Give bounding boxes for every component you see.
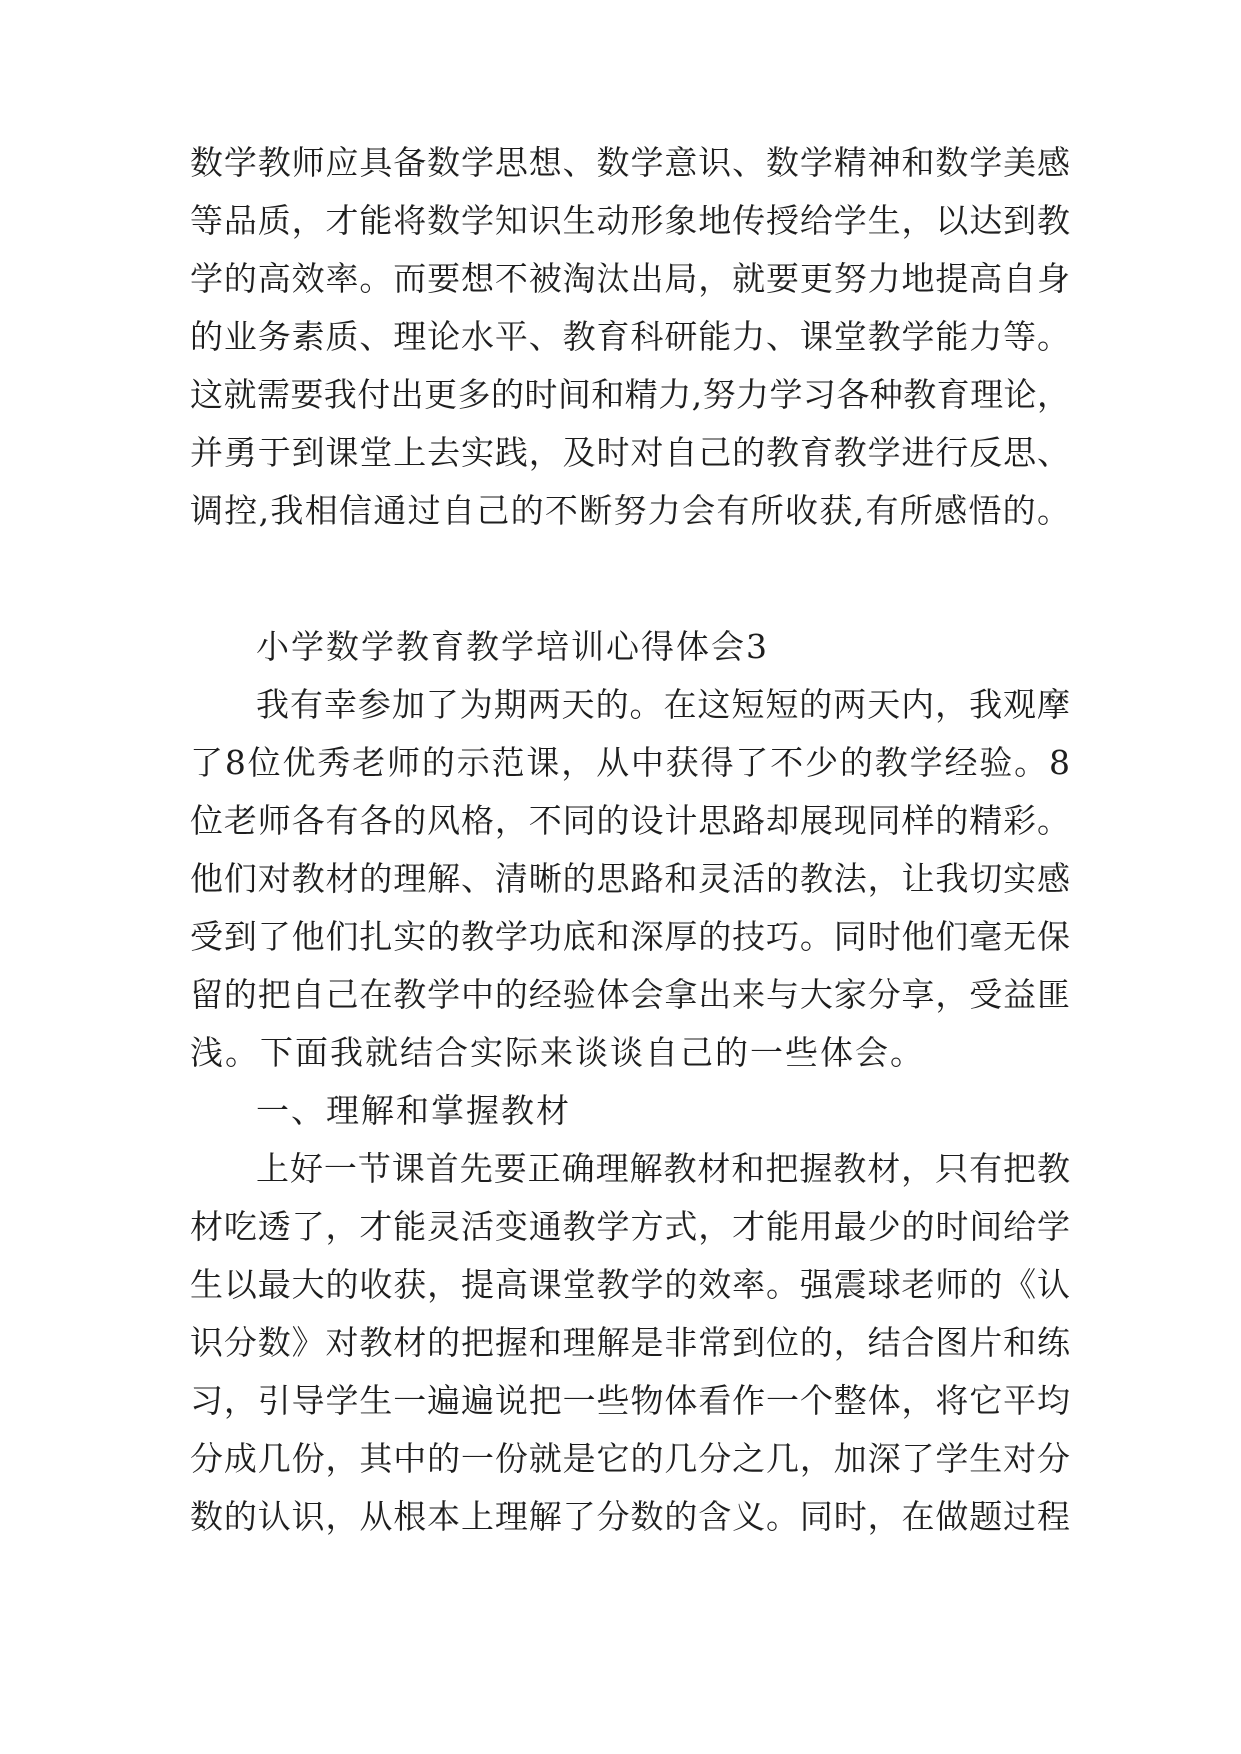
text-line: 我有幸参加了为期两天的。在这短短的两天内，我观摩 [256,685,1070,724]
text-line: 了8位优秀老师的示范课，从中获得了不少的教学经验。8 [190,743,1070,782]
text-line: 他们对教材的理解、清晰的思路和灵活的教法，让我切实感 [190,859,1070,898]
text-line: 浅。下面我就结合实际来谈谈自己的一些体会。 [190,1033,925,1072]
subheading: 一、理解和掌握教材 [256,1091,571,1130]
text-line: 留的把自己在教学中的经验体会拿出来与大家分享，受益匪 [190,975,1070,1014]
text-line: 习，引导学生一遍遍说把一些物体看作一个整体，将它平均 [190,1381,1070,1420]
text-line: 生以最大的收获，提高课堂教学的效率。强震球老师的《认 [190,1265,1070,1304]
section-title: 小学数学教育教学培训心得体会3 [256,627,769,666]
text-line: 并勇于到课堂上去实践，及时对自己的教育教学进行反思、 [190,433,1070,472]
text-line: 学的高效率。而要想不被淘汰出局，就要更努力地提高自身 [190,259,1070,298]
text-line: 这就需要我付出更多的时间和精力,努力学习各种教育理论， [190,375,1070,414]
text-line: 调控,我相信通过自己的不断努力会有所收获,有所感悟的。 [190,491,1070,530]
text-line: 材吃透了，才能灵活变通教学方式，才能用最少的时间给学 [190,1207,1070,1246]
text-line: 位老师各有各的风格，不同的设计思路却展现同样的精彩。 [190,801,1070,840]
text-line: 识分数》对教材的把握和理解是非常到位的，结合图片和练 [190,1323,1070,1362]
text-line: 数学教师应具备数学思想、数学意识、数学精神和数学美感 [190,143,1070,182]
text-line: 分成几份，其中的一份就是它的几分之几，加深了学生对分 [190,1439,1070,1478]
text-line: 受到了他们扎实的教学功底和深厚的技巧。同时他们毫无保 [190,917,1070,956]
text-line: 等品质，才能将数学知识生动形象地传授给学生，以达到教 [190,201,1070,240]
text-line: 数的认识，从根本上理解了分数的含义。同时，在做题过程 [190,1497,1070,1536]
text-line: 上好一节课首先要正确理解教材和把握教材，只有把教 [256,1149,1070,1188]
text-line: 的业务素质、理论水平、教育科研能力、课堂教学能力等。 [190,317,1070,356]
